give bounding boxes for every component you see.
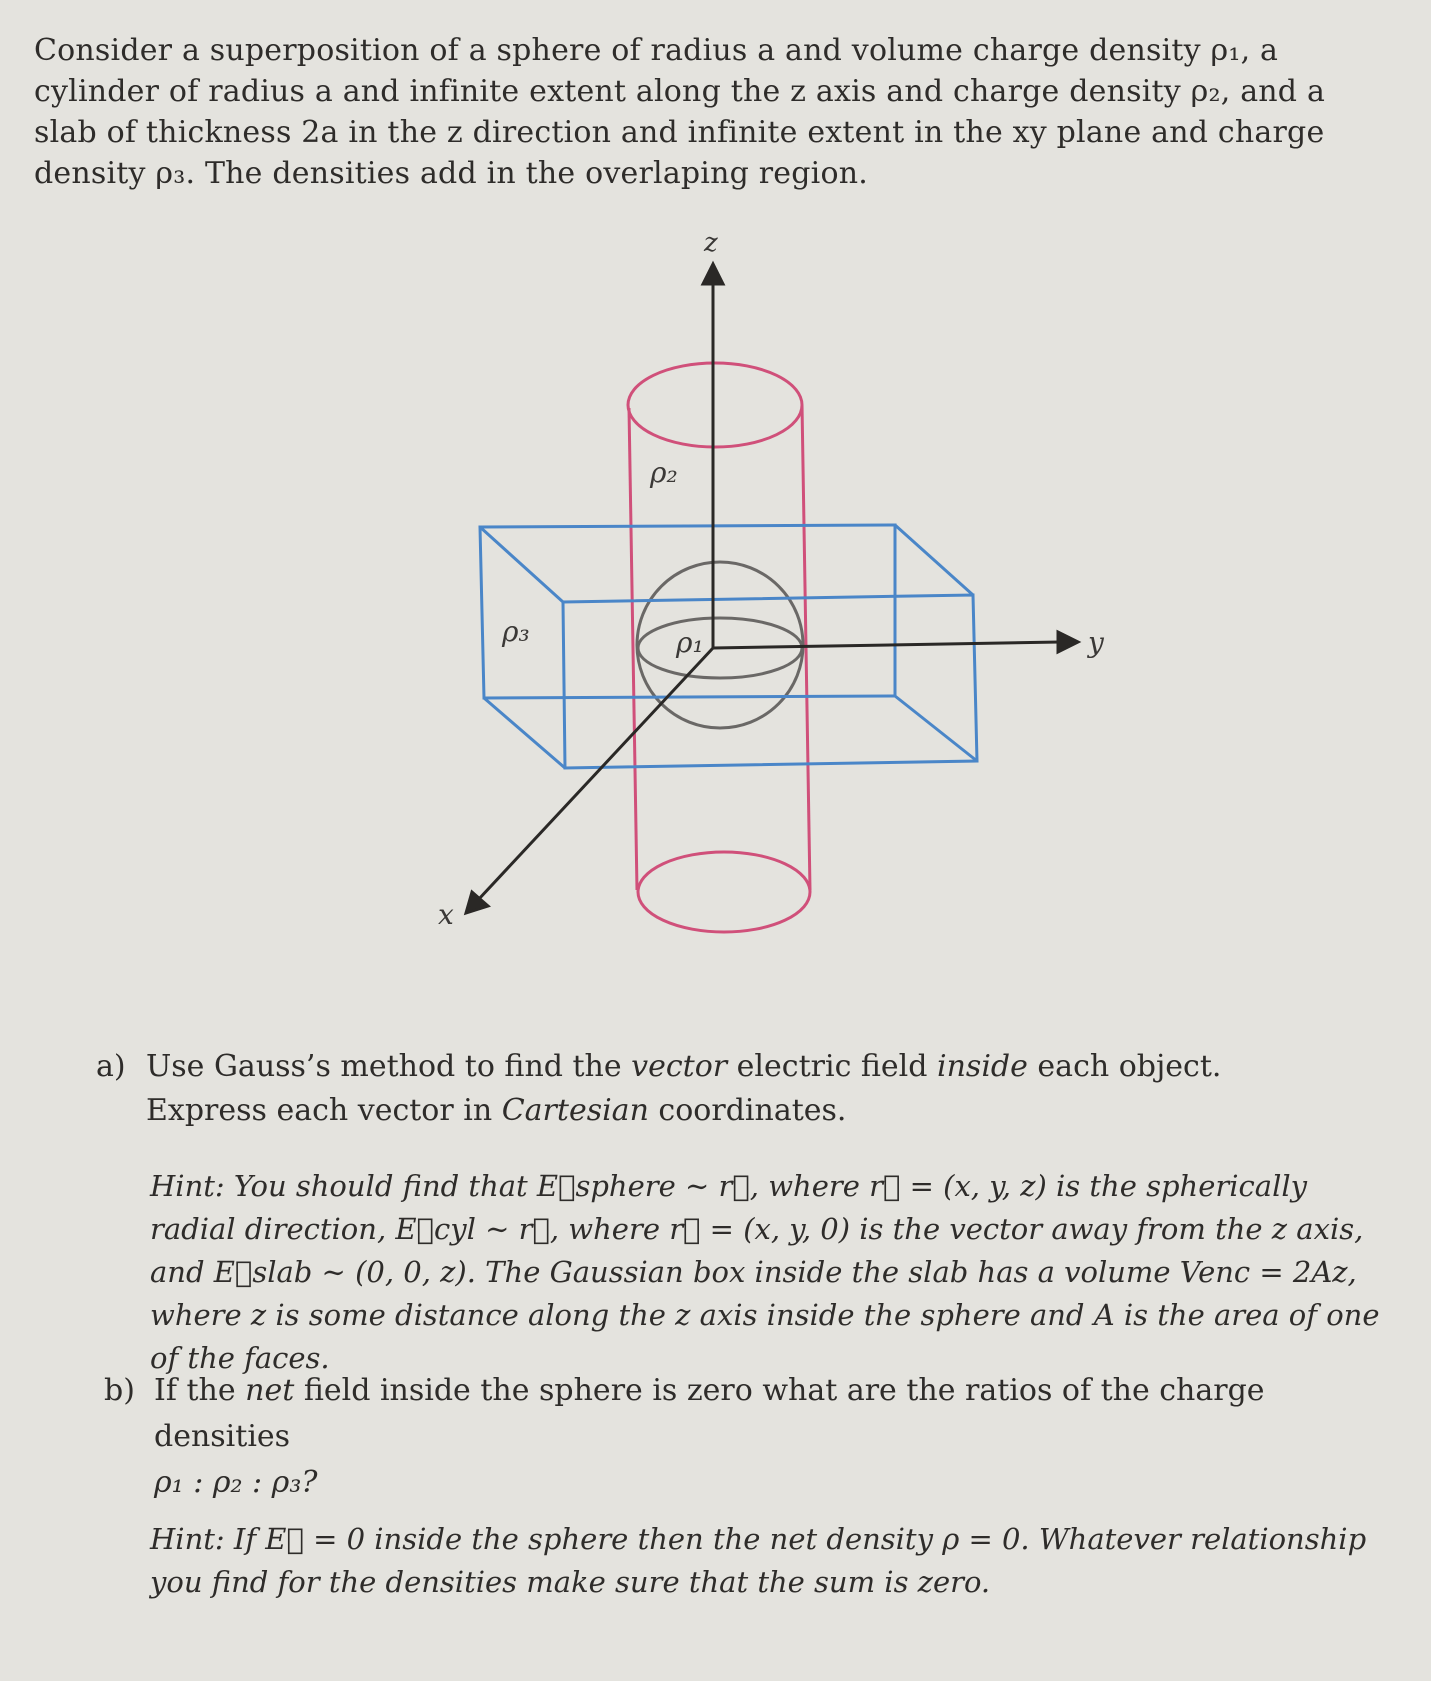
- question-a-line1: Use Gauss’s method to find the vector electric field inside each object.: [146, 1049, 1222, 1084]
- slab-edge-top-right: [895, 525, 973, 595]
- z-axis-arrowhead: [703, 264, 723, 284]
- slab-edge-bottom-left: [484, 698, 565, 768]
- hint-a: Hint: You should find that E⃗sphere ∼ r⃗, where r⃗ = (x, y, z) is the spherically radial direction, E⃗cyl ∼ r⃗, where r⃗ = (x, y, 0) is the vector away from the z axis, and E⃗slab ∼ (0, 0, z). The Gaussian box inside the slab has a volume Venc = 2Az, where z is some distance along the z axis inside the sphere and A is the area of one of the faces.: [150, 1169, 1380, 1375]
- slab-back-face: [480, 525, 895, 698]
- intro-paragraph: Consider a superposition of a sphere of radius a and volume charge density ρ₁, a cylinder of radius a and infinite extent along the z axis and charge density ρ₂, and a slab of thickness 2a in the z direction and infinite extent in the xy plane and charge density ρ₃. The densities add in the overlaping region.: [34, 33, 1326, 191]
- hint-b: Hint: If E⃗ = 0 inside the sphere then the net density ρ = 0. Whatever relationship you find for the densities make sure that the sum is zero.: [150, 1522, 1367, 1599]
- x-axis-label: x: [438, 898, 454, 931]
- y-axis-arrowhead: [1058, 632, 1078, 652]
- question-a-line2: Express each vector in Cartesian coordinates.: [146, 1093, 847, 1128]
- rho3-label: ρ₃: [502, 615, 530, 648]
- question-a: [96, 1045, 1386, 1133]
- cylinder-top-ellipse: [628, 363, 802, 447]
- slab-edge-bottom-right: [895, 696, 977, 761]
- y-axis-line: [713, 642, 1060, 648]
- cylinder-bottom-ellipse: [638, 852, 810, 932]
- rho1-label: ρ₁: [676, 626, 704, 659]
- coordinate-axes: [466, 264, 1078, 913]
- rho2-label: ρ₂: [650, 456, 678, 489]
- figure-drawing: [0, 230, 1431, 970]
- question-b: [104, 1368, 1394, 1506]
- x-axis-line: [478, 648, 713, 900]
- question-b-line1: If the net field inside the sphere is zero what are the ratios of the charge densities: [154, 1373, 1265, 1454]
- z-axis-label: z: [704, 228, 718, 258]
- question-b-line2: ρ₁ : ρ₂ : ρ₃?: [154, 1465, 318, 1500]
- y-axis-label: y: [1088, 626, 1104, 659]
- question-b-marker: b): [104, 1373, 135, 1408]
- x-axis-arrowhead: [466, 892, 488, 913]
- slab-edge-top-left: [480, 527, 563, 602]
- charge-configuration-figure: [0, 230, 1431, 970]
- question-a-marker: a): [96, 1049, 126, 1084]
